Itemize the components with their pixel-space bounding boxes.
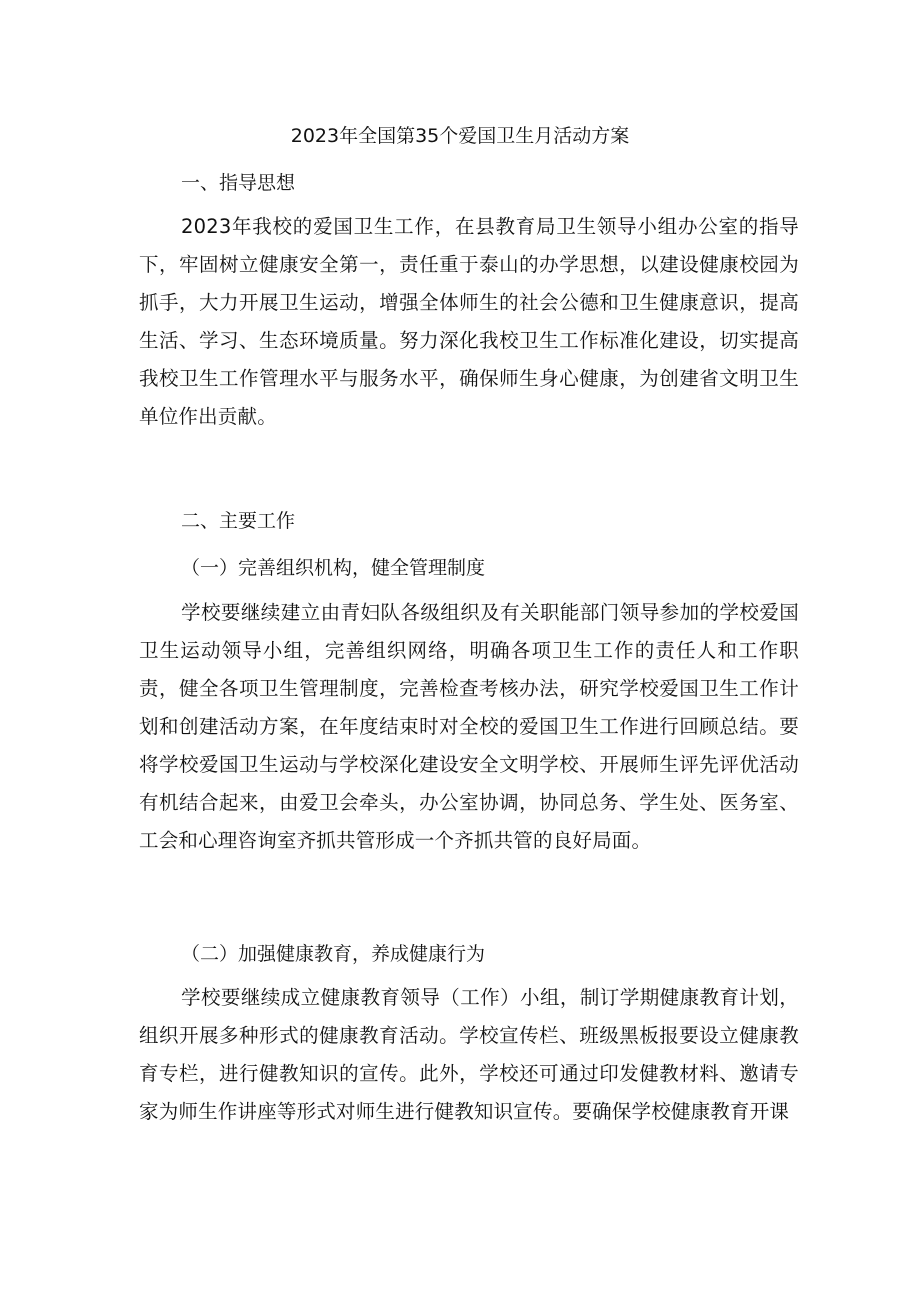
document-title: 2023年全国第35个爱国卫生月活动方案 [290, 125, 630, 147]
section-heading-main-work: 二、主要工作 [181, 510, 296, 532]
subsection-heading-organization: （一）完善组织机构，健全管理制度 [181, 557, 486, 579]
paragraph-guiding-thought: 2023年我校的爱国卫生工作，在县教育局卫生领导小组办公室的指导下，牢固树立健康安全第一，责任重于泰山的办学思想，以建设健康校园为抓手，大力开展卫生运动，增强全体师生的社会公德和卫生健康意识，提高生活、学习、生态环境质量。努力深化我校卫生工作标准化建设，切实提高我校卫生工作管理水平与服务水平，确保师生身心健康，为创建省文明卫生单位作出贡献。 [139, 215, 799, 428]
subsection-heading-health-education: （二）加强健康教育，养成健康行为 [181, 943, 486, 965]
paragraph-organization: 学校要继续建立由青妇队各级组织及有关职能部门领导参加的学校爱国卫生运动领导小组，完善组织网络，明确各项卫生工作的责任人和工作职责，健全各项卫生管理制度，完善检查考核办法，研究学校爱国卫生工作计划和创建活动方案，在年度结束时对全校的爱国卫生工作进行回顾总结。要将学校爱国卫生运动与学校深化建设安全文明学校、开展师生评先评优活动有机结合起来，由爱卫会牵头，办公室协调，协同总务、学生处、医务室、工会和心理咨询室齐抓共管形成一个齐抓共管的良好局面。 [139, 601, 799, 852]
paragraph-health-education: 学校要继续成立健康教育领导（工作）小组，制订学期健康教育计划，组织开展多种形式的健康教育活动。学校宣传栏、班级黑板报要设立健康教育专栏，进行健教知识的宣传。此外，学校还可通过印发健教材料、邀请专家为师生作讲座等形式对师生进行健教知识宣传。要确保学校健康教育开课 [139, 986, 799, 1123]
section-heading-guiding-thought: 一、指导思想 [181, 172, 296, 194]
